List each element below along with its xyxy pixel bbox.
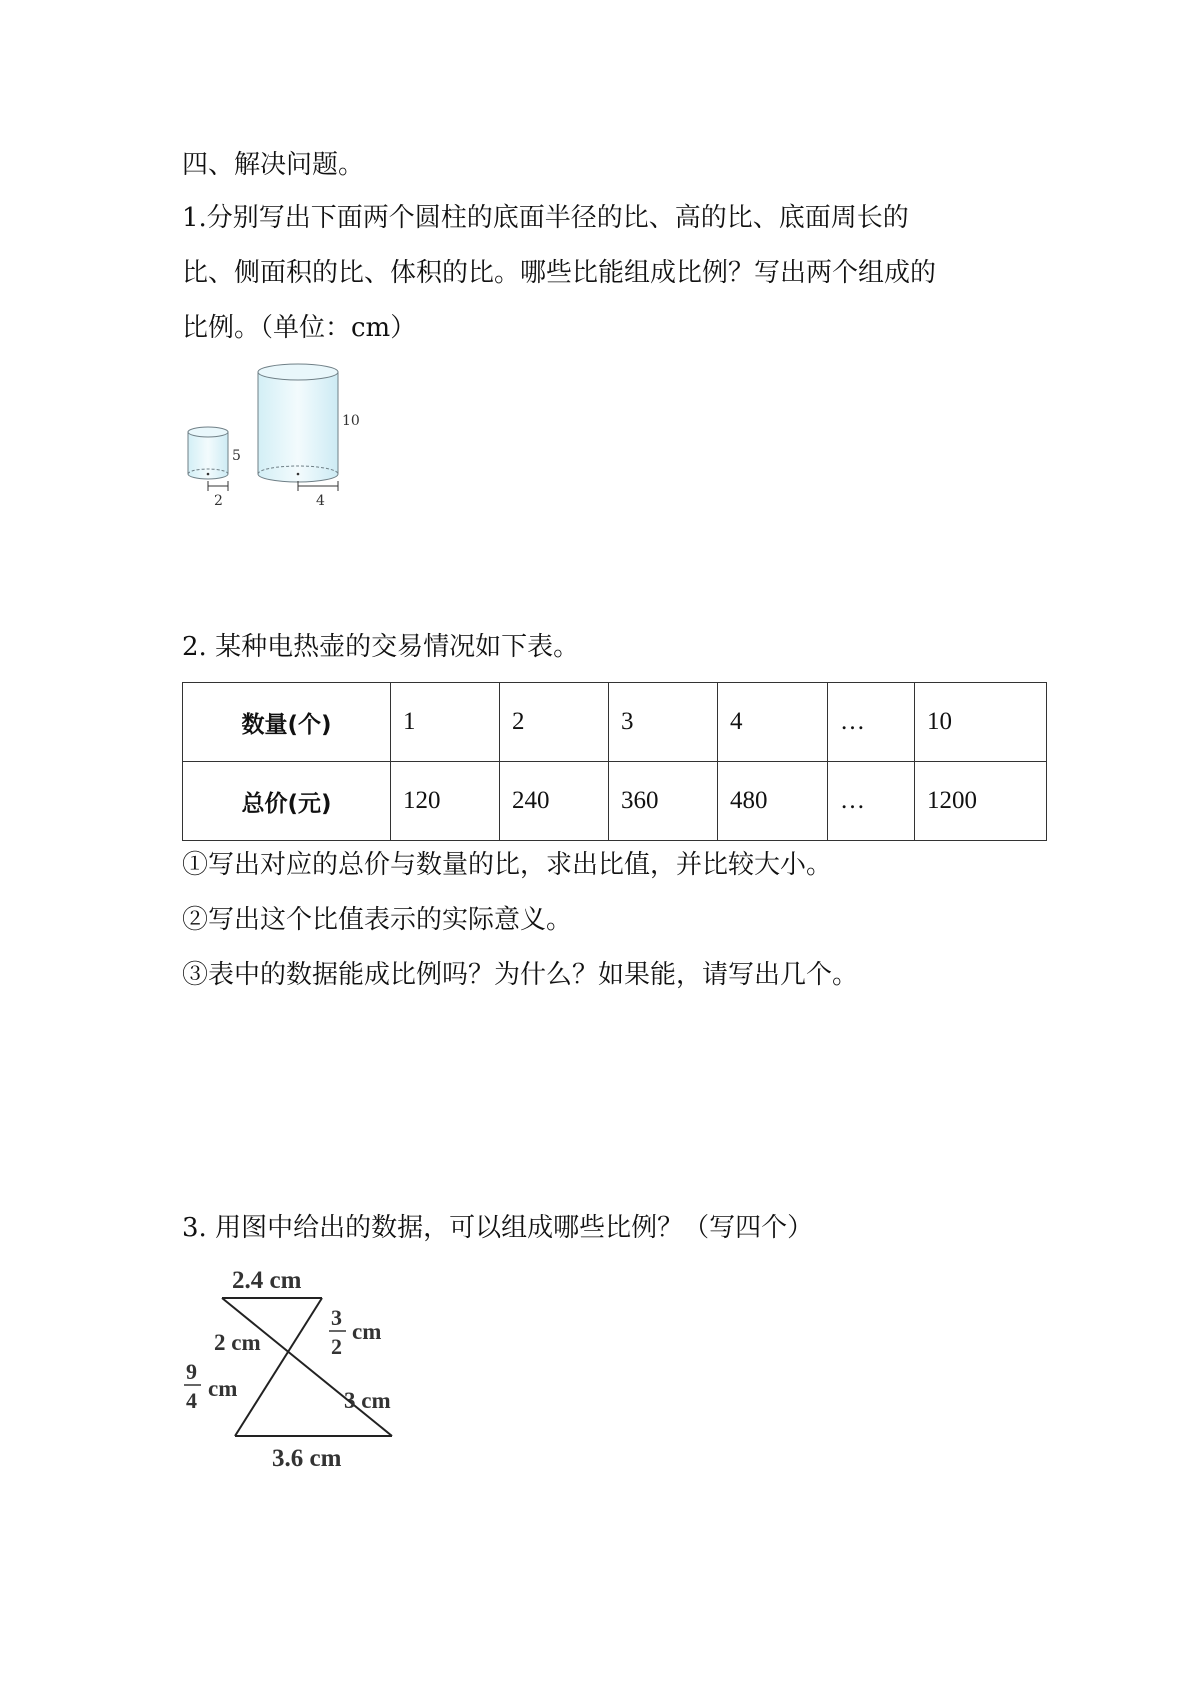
bottom-side-label: 3.6 cm xyxy=(272,1445,342,1472)
fraction-denominator: 2 xyxy=(331,1334,342,1359)
q2-subquestion-3: ③表中的数据能成比例吗？为什么？如果能，请写出几个。 xyxy=(182,960,859,990)
fraction-denominator: 4 xyxy=(186,1388,197,1413)
fraction-unit: cm xyxy=(352,1319,382,1344)
table-cell: 240 xyxy=(500,762,609,841)
table-cell: 1200 xyxy=(915,762,1047,841)
price-table xyxy=(182,682,1047,841)
large-cylinder xyxy=(258,364,360,509)
fraction-unit: cm xyxy=(208,1376,238,1401)
table-row-header: 总价(元) xyxy=(183,762,391,841)
large-radius-label: 4 xyxy=(316,493,325,509)
table-cell: … xyxy=(828,762,915,841)
fraction-numerator: 3 xyxy=(331,1305,342,1330)
table-cell: 480 xyxy=(718,762,828,841)
q1-text-line-2: 比、侧面积的比、体积的比。哪些比能组成比例？写出两个组成的 xyxy=(182,258,937,288)
lower-left-fraction-label xyxy=(184,1359,237,1413)
q1-text-line-3: 比例。（单位：cm） xyxy=(182,313,417,343)
table-cell: 360 xyxy=(609,762,718,841)
table-cell: 4 xyxy=(718,683,828,762)
table-cell: 3 xyxy=(609,683,718,762)
table-cell: 1 xyxy=(391,683,500,762)
upper-left-label: 2 cm xyxy=(214,1330,261,1355)
lower-right-label: 3 cm xyxy=(344,1388,391,1413)
table-cell: 10 xyxy=(915,683,1047,762)
small-cylinder xyxy=(188,427,241,509)
q1-text-line-1: 1.分别写出下面两个圆柱的底面半径的比、高的比、底面周长的 xyxy=(182,203,909,233)
table-cell: 120 xyxy=(391,762,500,841)
table-row xyxy=(183,683,1047,762)
triangles-figure xyxy=(180,1262,420,1474)
table-row-header: 数量(个) xyxy=(183,683,391,762)
q2-title: 2. 某种电热壶的交易情况如下表。 xyxy=(182,632,580,662)
upper-right-fraction-label xyxy=(329,1305,381,1359)
q2-subquestion-1: ①写出对应的总价与数量的比，求出比值，并比较大小。 xyxy=(182,850,833,880)
top-side-label: 2.4 cm xyxy=(232,1267,302,1294)
section-title: 四、解决问题。 xyxy=(182,150,365,180)
fraction-numerator: 9 xyxy=(186,1359,197,1384)
small-height-label: 5 xyxy=(232,448,241,464)
large-height-label: 10 xyxy=(342,413,360,429)
table-row xyxy=(183,762,1047,841)
table-cell: 2 xyxy=(500,683,609,762)
cylinders-figure xyxy=(180,362,380,522)
table-cell: … xyxy=(828,683,915,762)
q2-subquestion-2: ②写出这个比值表示的实际意义。 xyxy=(182,905,573,935)
q3-title: 3. 用图中给出的数据，可以组成哪些比例？（写四个） xyxy=(182,1213,814,1243)
small-radius-label: 2 xyxy=(214,493,223,509)
